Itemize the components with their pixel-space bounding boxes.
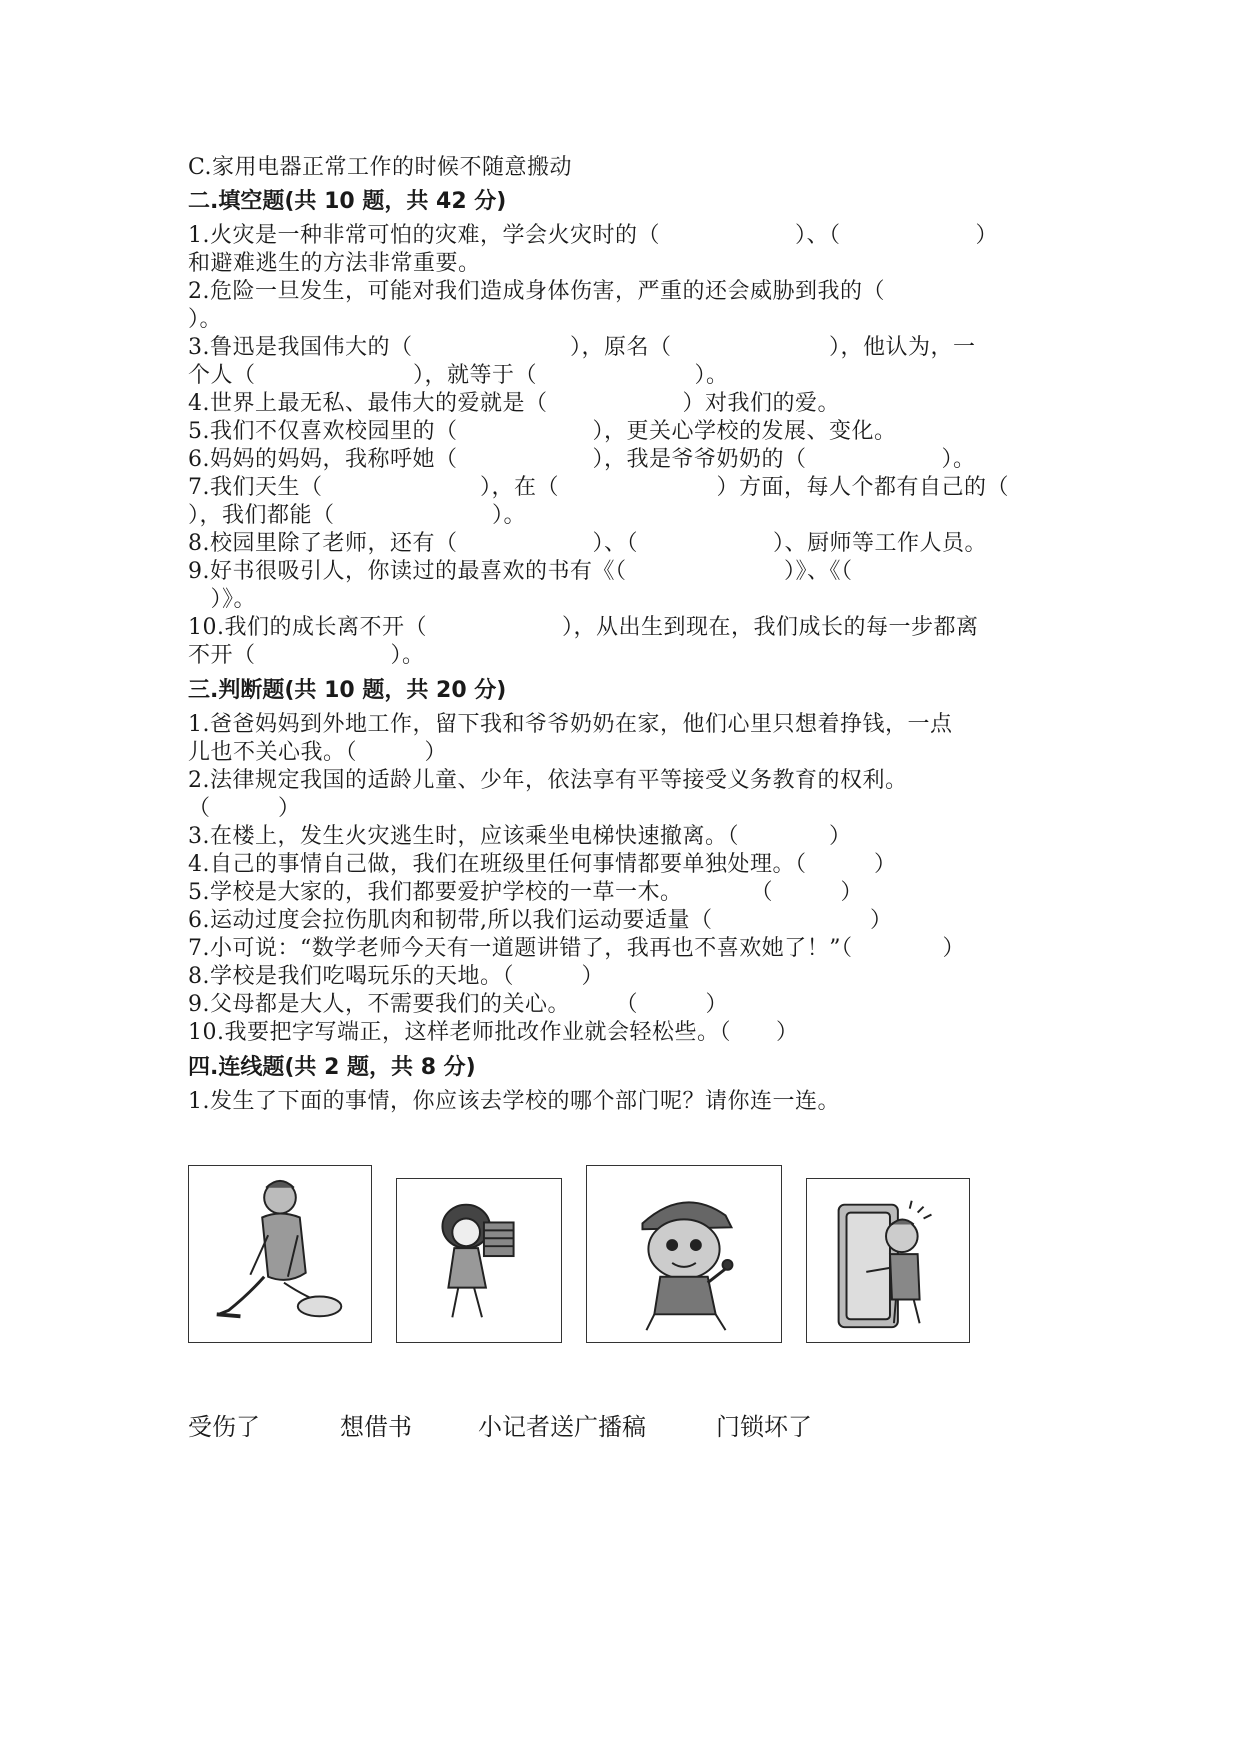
section2-heading: 二.填空题(共 10 题，共 42 分) bbox=[188, 189, 507, 214]
fill-line-11: ），我们都能（ ）。 bbox=[188, 503, 527, 528]
fill-line-15: 10.我们的成长离不开（ ），从出生到现在，我们成长的每一步都离 bbox=[188, 615, 979, 640]
fill-line-16: 不开（ ）。 bbox=[188, 643, 425, 668]
reporter-boy-picture bbox=[586, 1165, 782, 1343]
label-injured: 受伤了 bbox=[188, 1413, 260, 1441]
fill-line-9: 6.妈妈的妈妈，我称呼她（ ），我是爷爷奶奶的（ ）。 bbox=[188, 447, 976, 472]
reporter-boy-icon bbox=[587, 1166, 781, 1342]
section4-heading: 四.连线题(共 2 题，共 8 分) bbox=[188, 1055, 476, 1080]
fill-line-5: 3.鲁迅是我国伟大的（ ），原名（ ），他认为，一 bbox=[188, 335, 976, 360]
label-borrow-book: 想借书 bbox=[340, 1413, 412, 1441]
girl-with-books-icon bbox=[397, 1179, 561, 1342]
option-c: C.家用电器正常工作的时候不随意搬动 bbox=[188, 155, 573, 180]
judge-line-5: 3.在楼上，发生火灾逃生时，应该乘坐电梯快速撤离。（ ） bbox=[188, 824, 852, 849]
fill-line-4: ）。 bbox=[188, 307, 223, 332]
broken-door-icon bbox=[807, 1179, 969, 1342]
judge-line-11: 9.父母都是大人，不需要我们的关心。 （ ） bbox=[188, 992, 728, 1017]
judge-line-8: 6.运动过度会拉伤肌肉和韧带,所以我们运动要适量（ ） bbox=[188, 908, 893, 933]
broken-door-picture bbox=[806, 1178, 970, 1343]
fill-line-8: 5.我们不仅喜欢校园里的（ ），更关心学校的发展、变化。 bbox=[188, 419, 897, 444]
judge-line-2: 儿也不关心我。（ ） bbox=[188, 740, 448, 765]
judge-line-1: 1.爸爸妈妈到外地工作，留下我和爷爷奶奶在家，他们心里只想着挣钱，一点 bbox=[188, 712, 953, 737]
matching-question: 1.发生了下面的事情，你应该去学校的哪个部门呢？请你连一连。 bbox=[188, 1089, 840, 1114]
judge-line-12: 10.我要把字写端正，这样老师批改作业就会轻松些。（ ） bbox=[188, 1020, 799, 1045]
judge-line-9: 7.小可说：“数学老师今天有一道题讲错了，我再也不喜欢她了！”（ ） bbox=[188, 936, 965, 961]
label-reporter: 小记者送广播稿 bbox=[478, 1413, 646, 1441]
judge-line-7: 5.学校是大家的，我们都要爱护学校的一草一木。 （ ） bbox=[188, 880, 863, 905]
fill-line-7: 4.世界上最无私、最伟大的爱就是（ ）对我们的爱。 bbox=[188, 391, 840, 416]
judge-line-3: 2.法律规定我国的适龄儿童、少年，依法享有平等接受义务教育的权利。 bbox=[188, 768, 908, 793]
judge-line-4: （ ） bbox=[188, 796, 301, 821]
fill-line-10: 7.我们天生（ ），在（ ）方面，每人个都有自己的（ bbox=[188, 475, 1009, 500]
girl-with-books-picture bbox=[396, 1178, 562, 1343]
label-broken-lock: 门锁坏了 bbox=[716, 1413, 812, 1441]
fill-line-14: ）》。 bbox=[188, 587, 257, 612]
fill-line-2: 和避难逃生的方法非常重要。 bbox=[188, 251, 481, 276]
injured-boy-icon bbox=[189, 1166, 371, 1342]
judge-line-6: 4.自己的事情自己做，我们在班级里任何事情都要单独处理。（ ） bbox=[188, 852, 897, 877]
fill-line-12: 8.校园里除了老师，还有（ ）、（ ）、厨师等工作人员。 bbox=[188, 531, 987, 556]
fill-line-3: 2.危险一旦发生，可能对我们造成身体伤害，严重的还会威胁到我的（ bbox=[188, 279, 885, 304]
judge-line-10: 8.学校是我们吃喝玩乐的天地。（ ） bbox=[188, 964, 604, 989]
fill-line-1: 1.火灾是一种非常可怕的灾难，学会火灾时的（ ）、（ ） bbox=[188, 223, 998, 248]
injured-boy-picture bbox=[188, 1165, 372, 1343]
fill-line-6: 个人（ ），就等于（ ）。 bbox=[188, 363, 729, 388]
fill-line-13: 9.好书很吸引人，你读过的最喜欢的书有《（ ）》、《（ bbox=[188, 559, 853, 584]
section3-heading: 三.判断题(共 10 题，共 20 分) bbox=[188, 678, 507, 703]
